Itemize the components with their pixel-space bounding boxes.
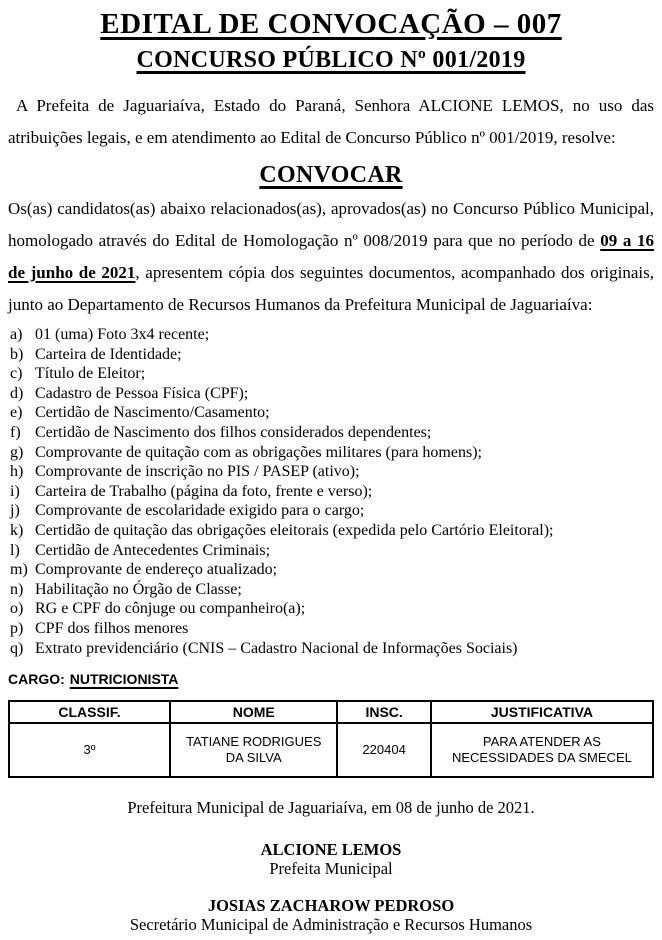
convocar-heading-text: CONVOCAR [259,162,403,188]
list-item-marker: c) [10,365,23,383]
list-item [8,580,654,600]
document-title [8,6,654,42]
list-item-text: 01 (uma) Foto 3x4 recente; [35,326,210,343]
list-item-marker: m) [10,561,28,579]
table-header-cell: CLASSIF. [9,701,170,723]
list-item-marker: h) [10,463,24,481]
signature-block [8,896,654,934]
cell-justificativa: PARA ATENDER AS NECESSIDADES DA SMECEL [431,723,653,777]
list-item-text: Comprovante de quitação com as obrigações militares (para homens); [35,443,482,461]
signature-name: ALCIONE LEMOS [260,840,402,860]
date-line: Prefeitura Municipal de Jaguariaíva, em 08 de junho de 2021. [127,798,535,818]
list-item [8,462,654,482]
list-item-text: Extrato previdenciário (CNIS – Cadastro Nacional de Informações Sociais) [35,639,518,657]
list-item-text: RG e CPF do cônjuge ou companheiro(a); [35,600,306,618]
list-item-marker: e) [10,404,23,422]
list-item [8,560,654,580]
list-item-text: Certidão de Antecedentes Criminais; [35,541,271,559]
convocar-heading [8,159,654,191]
signature-name: JOSIAS ZACHAROW PEDROSO [207,896,455,916]
cell-classif: 3º [9,723,170,777]
signature-role: Prefeita Municipal [269,859,393,879]
list-item-text: CPF dos filhos menores [35,619,189,637]
cargo-label: CARGO: [8,671,65,688]
list-item-text: Cadastro de Pessoa Física (CPF); [35,384,249,402]
list-item-text: Comprovante de escolaridade exigido para o cargo; [35,502,365,520]
list-item-marker: n) [10,580,24,598]
list-item [8,521,654,541]
list-item [8,541,654,561]
list-item [8,619,654,639]
document-title-text: EDITAL DE CONVOCAÇÃO – 007 [100,8,562,40]
list-item [8,364,654,384]
intro-paragraph: A Prefeita de Jaguariaíva, Estado do Paraná, Senhora ALCIONE LEMOS, no uso das atribuições legais, e em atendimento ao Edital de Concurso Público nº 001/2019, resolve: [8,96,654,147]
list-item [8,599,654,619]
list-item [8,482,654,502]
required-documents-list [8,325,654,658]
candidates-table-head [9,701,653,723]
body-paragraph-after-deadline: , apresentem cópia dos seguintes documentos, acompanhado dos originais, junto ao Departamento de Recursos Humanos da Prefeitura Municipal de Jaguariaíva: [8,263,654,314]
table-header-row [9,701,653,723]
list-item-marker: l) [10,541,20,559]
list-item-marker: b) [10,345,24,363]
signature-role: Secretário Municipal de Administração e Recursos Humanos [129,915,533,935]
list-item-marker: j) [10,502,20,520]
list-item-marker: g) [10,443,24,461]
list-item-text: Certidão de quitação das obrigações eleitorais (expedida pelo Cartório Eleitoral); [35,521,554,539]
list-item-text: Comprovante de endereço atualizado; [35,561,278,579]
list-item-marker: d) [10,384,24,402]
table-row [9,723,653,777]
document-subtitle [8,45,654,76]
list-item-text: Carteira de Identidade; [35,345,182,363]
list-item-text: Certidão de Nascimento dos filhos considerados dependentes; [35,423,432,441]
list-item [8,423,654,443]
cell-insc: 220404 [337,723,430,777]
cargo-value: NUTRICIONISTA [69,671,179,688]
signatures-section [8,840,654,934]
list-item-text: Certidão de Nascimento/Casamento; [35,404,270,422]
body-paragraph [8,193,654,321]
list-item-marker: k) [10,521,24,539]
cell-nome: TATIANE RODRIGUES DA SILVA [170,723,337,777]
table-header-cell: NOME [170,701,337,723]
list-item [8,345,654,365]
document-subtitle-text: CONCURSO PÚBLICO Nº 001/2019 [136,47,526,73]
list-item-text: Habilitação no Órgão de Classe; [35,580,242,598]
list-item-text: Título de Eleitor; [35,365,146,383]
list-item [8,639,654,659]
list-item [8,443,654,463]
list-item-text: Comprovante de inscrição no PIS / PASEP (ativo); [35,463,360,481]
list-item-marker: q) [10,639,24,657]
table-header-cell: INSC. [337,701,430,723]
list-item-text: Carteira de Trabalho (página da foto, frente e verso); [35,482,373,500]
list-item [8,403,654,423]
list-item [8,501,654,521]
table-header-cell: JUSTIFICATIVA [431,701,653,723]
candidates-table-body [9,723,653,777]
list-item-marker: i) [10,482,20,500]
list-item [8,325,654,345]
list-item-marker: p) [10,619,24,637]
signature-block [8,840,654,878]
deadline-emphasis: 09 a 16 de junho de 2021 [8,231,654,282]
cargo-line [8,671,654,688]
body-paragraph-before-deadline: Os(as) candidatos(as) abaixo relacionados(as), aprovados(as) no Concurso Público Municipal, homologado através do Edital de Homologação nº 008/2019 para que no período de [8,199,654,250]
list-item-marker: f) [10,423,21,441]
list-item-marker: o) [10,600,24,618]
list-item-marker: a) [10,326,23,343]
candidates-table [8,700,654,778]
list-item [8,384,654,404]
